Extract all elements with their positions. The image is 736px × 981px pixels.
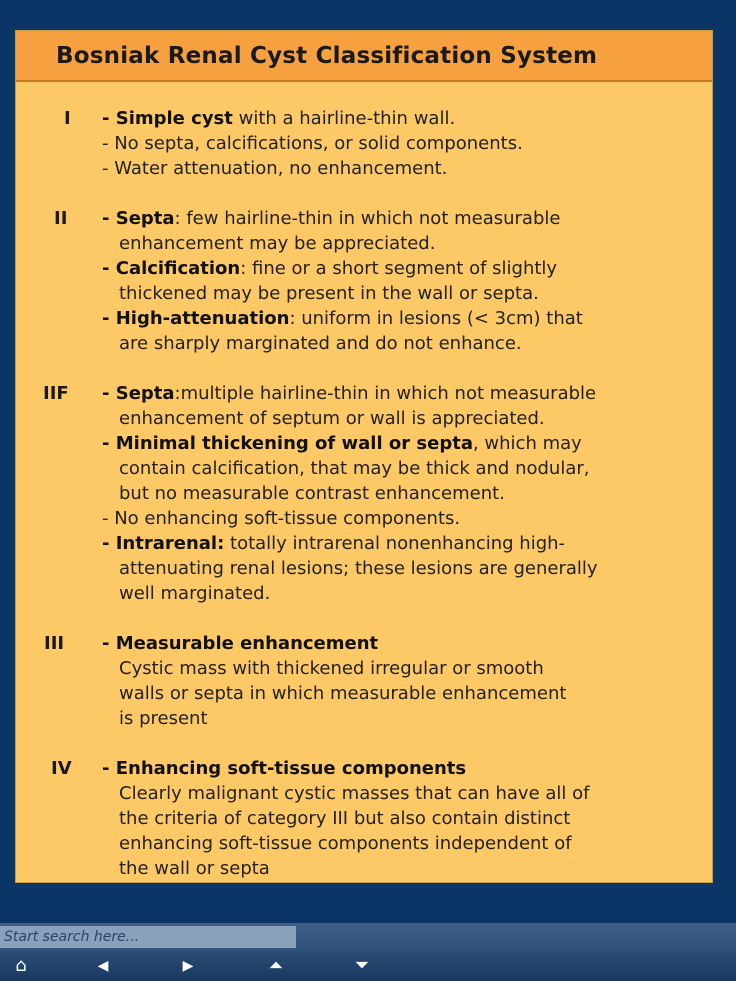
description-text: are sharply marginated and do not enhance.	[119, 333, 522, 354]
category-description	[102, 106, 523, 181]
description-term: - Measurable enhancement	[102, 633, 379, 654]
description-term: - Calcification	[102, 258, 241, 279]
description-line	[102, 231, 583, 256]
category-label: II	[54, 208, 68, 229]
description-line	[102, 256, 583, 281]
description-text: Cystic mass with thickened irregular or smooth	[119, 658, 544, 679]
description-term: - High-attenuation	[102, 308, 290, 329]
description-text: the criteria of category III but also contain distinct	[119, 808, 571, 829]
description-text: with a hairline-thin wall.	[232, 108, 456, 129]
description-line	[102, 556, 598, 581]
description-line	[102, 206, 583, 231]
description-term: - Intrarenal:	[102, 533, 225, 554]
description-line	[102, 131, 523, 156]
description-text: : uniform in lesions (< 3cm) that	[289, 308, 583, 329]
description-line	[102, 156, 523, 181]
navigation-bar	[0, 951, 736, 981]
description-text: Clearly malignant cystic masses that can have all of	[119, 783, 590, 804]
description-text: but no measurable contrast enhancement.	[119, 483, 505, 504]
description-line	[102, 581, 598, 606]
first-page-icon[interactable]: ⏶	[268, 955, 284, 976]
description-text: walls or septa in which measurable enhancement	[119, 683, 567, 704]
description-line	[102, 856, 590, 881]
description-text: - No enhancing soft-tissue components.	[102, 508, 461, 529]
description-term: - Minimal thickening of wall or septa	[102, 433, 473, 454]
category-description	[102, 381, 598, 606]
home-icon[interactable]: ⌂	[15, 955, 27, 976]
description-text: is present	[119, 708, 208, 729]
description-text: , which may	[472, 433, 582, 454]
description-term: - Septa	[102, 383, 175, 404]
classification-card	[15, 30, 713, 883]
description-text: well marginated.	[119, 583, 271, 604]
card-title-bar	[16, 31, 712, 82]
description-text: : few hairline-thin in which not measurable	[174, 208, 561, 229]
category-label: I	[64, 108, 71, 129]
description-text: - No septa, calcifications, or solid components.	[102, 133, 523, 154]
search-input[interactable]	[0, 926, 296, 948]
description-line	[102, 781, 590, 806]
description-line	[102, 381, 598, 406]
description-text: thickened may be present in the wall or septa.	[119, 283, 539, 304]
description-text: totally intrarenal nonenhancing high-	[224, 533, 566, 554]
description-line	[102, 656, 566, 681]
previous-page-icon[interactable]: ◀	[97, 958, 109, 974]
description-line	[102, 431, 598, 456]
description-text: attenuating renal lesions; these lesions are generally	[119, 558, 598, 579]
description-term: - Simple cyst	[102, 108, 233, 129]
category-description	[102, 756, 590, 881]
description-line	[102, 331, 583, 356]
description-term: - Septa	[102, 208, 175, 229]
description-line	[102, 506, 598, 531]
description-line	[102, 531, 598, 556]
description-text: enhancement of septum or wall is appreciated.	[119, 408, 545, 429]
category-description	[102, 206, 583, 356]
description-line	[102, 456, 598, 481]
next-page-icon[interactable]: ▶	[182, 958, 194, 974]
bottom-toolbar	[0, 923, 736, 981]
category-label: IIF	[43, 383, 69, 404]
description-line	[102, 631, 566, 656]
description-text: - Water attenuation, no enhancement.	[102, 158, 448, 179]
description-line	[102, 106, 523, 131]
category-description	[102, 631, 566, 731]
description-line	[102, 681, 566, 706]
page-title: Bosniak Renal Cyst Classification System	[56, 42, 598, 69]
description-line	[102, 406, 598, 431]
description-text: : fine or a short segment of slightly	[240, 258, 558, 279]
description-term: - Enhancing soft-tissue components	[102, 758, 467, 779]
description-text: the wall or septa	[119, 858, 270, 879]
description-line	[102, 756, 590, 781]
last-page-icon[interactable]: ⏷	[354, 955, 370, 976]
category-label: III	[44, 633, 65, 654]
description-text: contain calcification, that may be thick and nodular,	[119, 458, 590, 479]
description-line	[102, 831, 590, 856]
category-label: IV	[51, 758, 72, 779]
description-text: enhancing soft-tissue components independent of	[119, 833, 572, 854]
description-text: enhancement may be appreciated.	[119, 233, 436, 254]
description-text: :multiple hairline-thin in which not measurable	[174, 383, 597, 404]
description-line	[102, 706, 566, 731]
description-line	[102, 806, 590, 831]
description-line	[102, 481, 598, 506]
description-line	[102, 306, 583, 331]
description-line	[102, 281, 583, 306]
